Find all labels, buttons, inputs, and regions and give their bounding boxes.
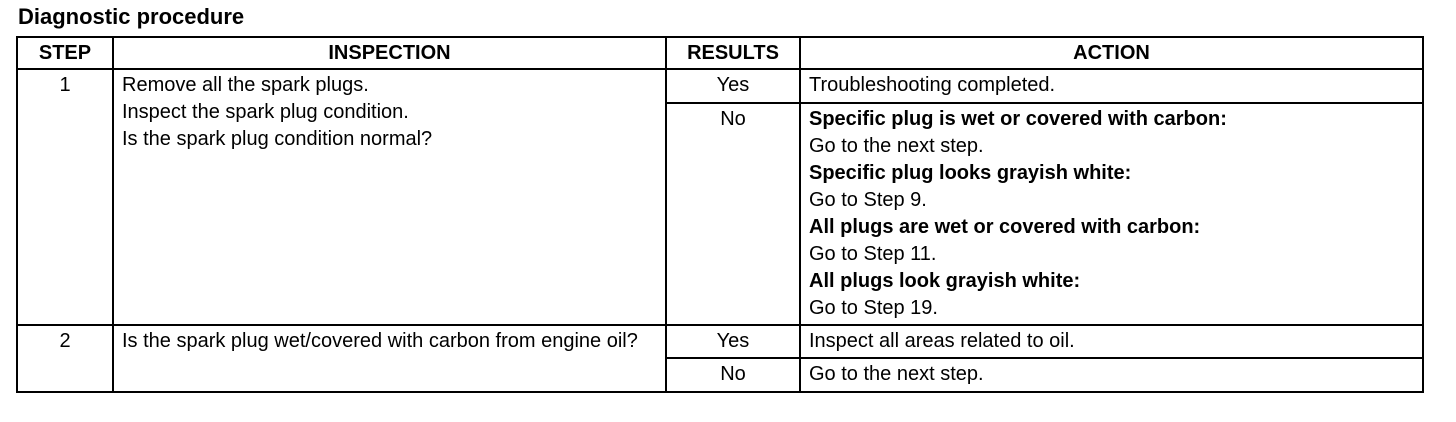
action-cell [800,103,1423,325]
header-results: RESULTS [666,37,800,69]
action-text: Go to Step 9. [809,189,927,211]
result-no: No [666,358,800,392]
inspection-line: Remove all the spark plugs. [122,74,369,96]
header-step: STEP [17,37,113,69]
action-text: Go to Step 11. [809,243,937,265]
result-no: No [666,103,800,325]
header-action: ACTION [800,37,1423,69]
inspection-line: Inspect the spark plug condition. [122,101,409,123]
table-row [17,325,1423,358]
inspection-cell [113,325,666,392]
inspection-line: Is the spark plug wet/covered with carbon from engine oil? [122,330,638,352]
table-header-row [17,37,1423,69]
action-text: Go to Step 19. [809,297,938,319]
action-text: Troubleshooting completed. [809,74,1056,96]
table-row [17,69,1423,103]
inspection-line: Is the spark plug condition normal? [122,128,433,150]
action-condition: Specific plug looks grayish white: [809,162,1132,184]
result-yes: Yes [666,69,800,103]
header-inspection: INSPECTION [113,37,666,69]
step-number: 2 [17,325,113,392]
diagnostic-procedure-table [16,36,1424,393]
page-title: Diagnostic procedure [18,4,245,29]
result-yes: Yes [666,325,800,358]
action-text: Inspect all areas related to oil. [809,330,1075,352]
action-cell [800,69,1423,103]
action-text: Go to the next step. [809,135,984,157]
step-number: 1 [17,69,113,325]
action-text: Go to the next step. [809,363,984,385]
action-condition: All plugs are wet or covered with carbon: [809,216,1201,238]
action-condition: Specific plug is wet or covered with carbon: [809,108,1227,130]
action-cell [800,358,1423,392]
action-cell [800,325,1423,358]
inspection-cell [113,69,666,325]
action-condition: All plugs look grayish white: [809,270,1081,292]
